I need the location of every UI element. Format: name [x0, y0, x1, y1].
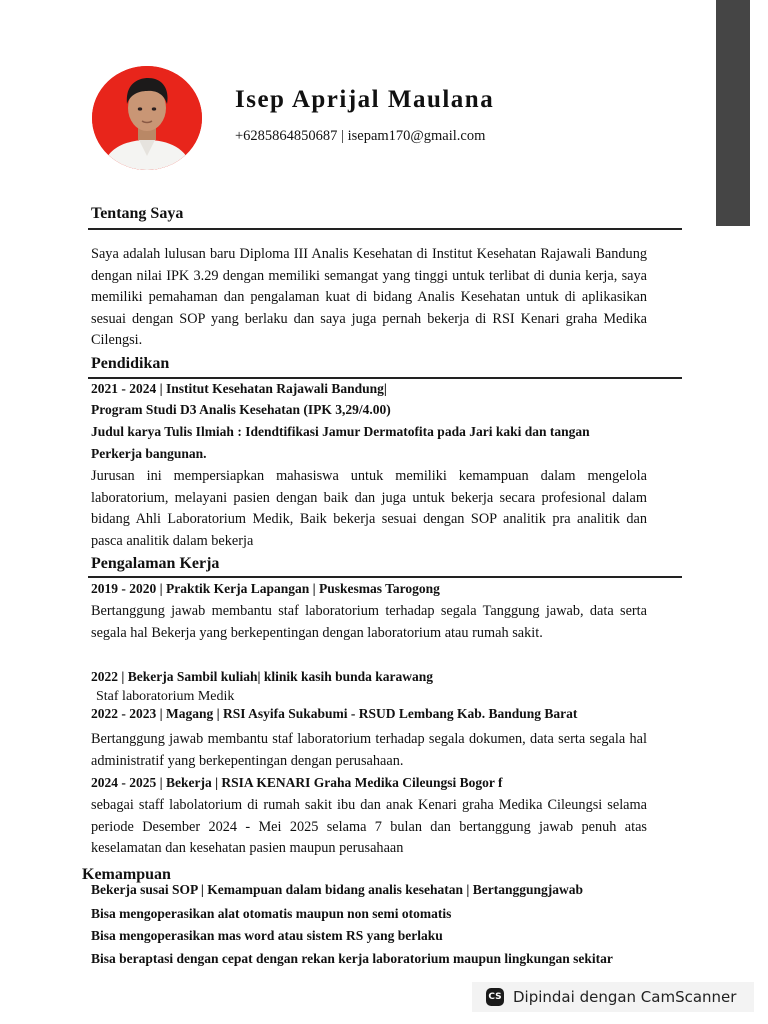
scrollbar[interactable]	[716, 0, 750, 226]
education-thesis-cont: Perkerja bangunan.	[91, 446, 207, 461]
experience-description: Bertanggung jawab membantu staf laboratorium terhadap segala dokumen, data serta segala hal administratif yang berkepentingan dengan perusahaan.	[91, 731, 647, 769]
experience-heading: 2019 - 2020 | Praktik Kerja Lapangan | Puskesmas Tarogong	[91, 581, 440, 596]
education-description: Jurusan ini mempersiapkan mahasiswa untuk memiliki kemampuan dalam mengelola laboratorium, melayani pasien dengan baik dan juga untuk bekerja secara profesional dalam bidang Ahli Laboratorium Medik, Baik bekerja sesuai dengan SOP analitik pra analitik dan pasca analitik dalam bekerja	[91, 468, 647, 549]
about-text: Saya adalah lulusan baru Diploma III Analis Kesehatan di Institut Kesehatan Rajawali Bandung dengan nilai IPK 3.29 dengan memiliki semangat yang tinggi untuk terlibat di dunia kerja, saya memiliki pemahaman dan pengalaman kuat di bidang Analis Kesehatan untuk di aplikasikan sesuai dengan SOP yang berlaku dan saya juga pernah bekerja di RSI Kenari graha Medika Cilengsi.	[91, 246, 647, 348]
profile-photo	[92, 66, 202, 170]
watermark-text: Dipindai dengan CamScanner	[513, 988, 737, 1006]
section-title-skills: Kemampuan	[82, 866, 171, 883]
experience-heading: 2024 - 2025 | Bekerja | RSIA KENARI Graha Medika Cileungsi Bogor f	[91, 775, 503, 790]
camscanner-watermark	[472, 982, 754, 1012]
section-divider	[88, 576, 682, 578]
skill-item: Bisa mengoperasikan mas word atau sistem RS yang berlaku	[91, 928, 443, 943]
person-photo-icon	[92, 66, 202, 170]
section-title-experience: Pengalaman Kerja	[91, 555, 220, 572]
education-program: Program Studi D3 Analis Kesehatan (IPK 3,29/4.00)	[91, 402, 391, 417]
education-thesis: Judul karya Tulis Ilmiah : Idendtifikasi Jamur Dermatofita pada Jari kaki dan tangan	[91, 424, 590, 439]
contact-info: +6285864850687 | isepam170@gmail.com	[235, 128, 486, 144]
section-title-education: Pendidikan	[91, 355, 170, 372]
education-institution: 2021 - 2024 | Institut Kesehatan Rajawali Bandung|	[91, 381, 387, 396]
candidate-name: Isep Aprijal Maulana	[235, 86, 495, 113]
experience-heading: 2022 - 2023 | Magang | RSI Asyifa Sukabumi - RSUD Lembang Kab. Bandung Barat	[91, 706, 578, 721]
experience-description: sebagai staff labolatorium di rumah sakit ibu dan anak Kenari graha Medika Cileungsi selama periode Desember 2024 - Mei 2025 selama 7 bulan dan bertanggung jawab penuh atas keselamatan dan kesehatan pasien maupun perusahaan	[91, 797, 647, 856]
experience-description: Staf laboratorium Medik	[96, 689, 235, 704]
skill-item: Bisa beraptasi dengan cepat dengan rekan kerja laboratorium maupun lingkungan sekitar	[91, 951, 613, 966]
skill-item: Bisa mengoperasikan alat otomatis maupun non semi otomatis	[91, 906, 452, 921]
section-divider	[88, 377, 682, 379]
skill-item: Bekerja susai SOP | Kemampuan dalam bidang analis kesehatan | Bertanggungjawab	[91, 882, 584, 897]
experience-description: Bertanggung jawab membantu staf laboratorium terhadap segala Tanggung jawab, data serta segala hal Bekerja yang berkepentingan dengan laboratorium atau rumah sakit.	[91, 603, 647, 641]
experience-heading: 2022 | Bekerja Sambil kuliah| klinik kasih bunda karawang	[91, 669, 434, 684]
section-divider	[88, 228, 682, 230]
section-title-about: Tentang Saya	[91, 205, 184, 222]
camscanner-logo-icon: CS	[486, 988, 504, 1006]
